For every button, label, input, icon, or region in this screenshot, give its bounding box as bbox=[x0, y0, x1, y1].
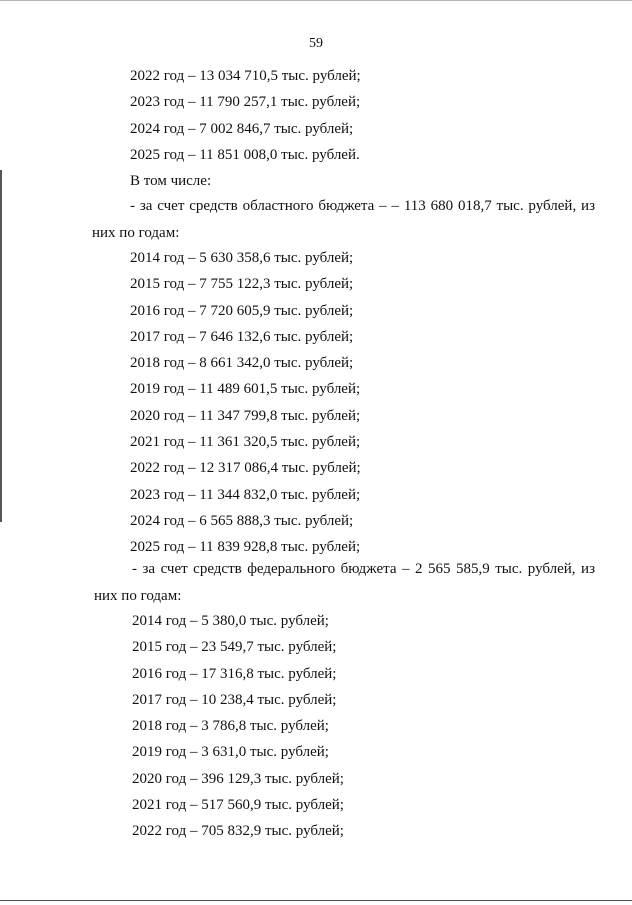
list-item: 2021 год – 11 361 320,5 тыс. рублей; bbox=[130, 434, 361, 451]
list-item: 2022 год – 705 832,9 тыс. рублей; bbox=[132, 823, 344, 840]
list-item: 2018 год – 8 661 342,0 тыс. рублей; bbox=[130, 355, 354, 372]
list-item: 2014 год – 5 380,0 тыс. рублей; bbox=[132, 613, 329, 629]
list-item: 2025 год – 11 851 008,0 тыс. рублей. bbox=[130, 146, 360, 163]
bottom-scan-edge bbox=[0, 900, 632, 901]
list-item: 2023 год – 11 790 257,1 тыс. рублей; bbox=[130, 94, 361, 111]
list-item: 2020 год – 11 347 799,8 тыс. рублей; bbox=[130, 407, 361, 424]
list-item: 2024 год – 6 565 888,3 тыс. рублей; bbox=[130, 512, 354, 529]
federal-year-list bbox=[132, 612, 344, 849]
list-item: 2019 год – 3 631,0 тыс. рублей; bbox=[132, 744, 329, 761]
list-item: 2014 год – 5 630 358,6 тыс. рублей; bbox=[130, 250, 354, 266]
list-item: 2023 год – 11 344 832,0 тыс. рублей; bbox=[130, 486, 361, 503]
regional-budget-continuation: них по годам: bbox=[92, 225, 180, 241]
list-item: 2022 год – 12 317 086,4 тыс. рублей; bbox=[130, 460, 361, 477]
list-item: 2016 год – 7 720 605,9 тыс. рублей; bbox=[130, 302, 354, 319]
list-item: 2020 год – 396 129,3 тыс. рублей; bbox=[132, 770, 344, 787]
list-item: 2021 год – 517 560,9 тыс. рублей; bbox=[132, 797, 344, 814]
top-year-list bbox=[130, 67, 361, 172]
list-item: 2017 год – 7 646 132,6 тыс. рублей; bbox=[130, 328, 354, 345]
top-scan-edge bbox=[0, 0, 632, 1]
in-total-label: В том числе: bbox=[130, 173, 212, 189]
list-item: 2018 год – 3 786,8 тыс. рублей; bbox=[132, 718, 329, 735]
list-item: 2017 год – 10 238,4 тыс. рублей; bbox=[132, 691, 337, 708]
regional-budget-heading: - за счет средств областного бюджета – – 113 680 018,7 тыс. рублей, из bbox=[130, 198, 595, 214]
federal-budget-continuation: них по годам: bbox=[94, 588, 182, 604]
list-item: 2025 год – 11 839 928,8 тыс. рублей; bbox=[130, 539, 361, 556]
list-item: 2016 год – 17 316,8 тыс. рублей; bbox=[132, 665, 337, 682]
list-item: 2019 год – 11 489 601,5 тыс. рублей; bbox=[130, 381, 361, 398]
federal-budget-heading: - за счет средств федерального бюджета – 2 565 585,9 тыс. рублей, из bbox=[132, 561, 595, 577]
list-item: 2022 год – 13 034 710,5 тыс. рублей; bbox=[130, 68, 361, 84]
list-item: 2024 год – 7 002 846,7 тыс. рублей; bbox=[130, 120, 354, 137]
list-item: 2015 год – 23 549,7 тыс. рублей; bbox=[132, 639, 337, 656]
list-item: 2015 год – 7 755 122,3 тыс. рублей; bbox=[130, 276, 354, 293]
page-number: 59 bbox=[309, 36, 323, 51]
regional-year-list bbox=[130, 249, 361, 565]
left-scan-edge bbox=[0, 170, 2, 522]
